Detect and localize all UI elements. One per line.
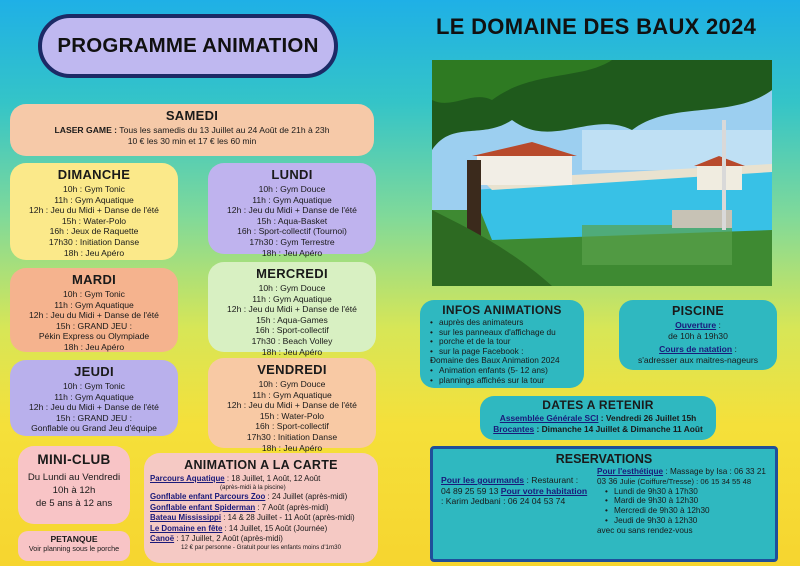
miniclub-title: MINI-CLUB — [37, 452, 111, 467]
infos-title: INFOS ANIMATIONS — [442, 303, 562, 317]
lundi-item: 17h30 : Gym Terrestre — [249, 236, 335, 247]
mardi-item: Pékin Express ou Olympiade — [38, 331, 150, 342]
dimanche-item: 11h : Gym Aquatique — [54, 194, 134, 205]
carte-row: Canoë : 17 Juillet, 2 Août (après-midi) — [150, 534, 283, 544]
vendredi-item: 15h : Water-Polo — [259, 410, 325, 421]
habitation-label: Pour votre habitation : — [441, 485, 588, 507]
infos-bullet-cont: • porche et de la tour — [430, 337, 580, 347]
vendredi-item: 12h : Jeu du Midi + Danse de l'été — [227, 400, 357, 411]
carte-card — [144, 453, 378, 563]
mardi-item: 18h : Jeu Apéro — [63, 341, 125, 352]
esthetique-day: • Lundi de 9h30 à 17h30 — [605, 487, 767, 497]
dimanche-card — [10, 163, 178, 260]
reservations-footer: avec ou sans rendez-vous — [597, 525, 693, 535]
petanque-text: Voir planning sous le porche — [28, 544, 120, 553]
mardi-title: MARDI — [71, 272, 117, 287]
infos-bullet-cont: • Domaine des Baux Animation 2024 — [430, 356, 580, 366]
reservations-right-col — [597, 467, 767, 536]
dimanche-title: DIMANCHE — [57, 167, 131, 182]
piscine-card — [619, 300, 777, 370]
dates-card — [480, 396, 716, 440]
mardi-item: 15h : GRAND JEU : — [56, 320, 132, 331]
main-title: LE DOMAINE DES BAUX 2024 — [436, 14, 757, 39]
reservations-box — [430, 446, 778, 562]
miniclub-line3: de 5 ans à 12 ans — [35, 498, 113, 509]
petanque-title: PETANQUE — [50, 534, 98, 544]
infos-bullet: • sur les panneaux d'affichage du — [430, 328, 580, 338]
vendredi-item: 10h : Gym Douce — [258, 379, 326, 389]
dates-row: Assemblée Générale SCI : Vendredi 26 Juillet 15h — [499, 413, 697, 423]
piscine-cours: Cours de natation : — [659, 344, 737, 354]
mardi-item: 10h : Gym Tonic — [63, 289, 125, 299]
jeudi-item: 15h : GRAND JEU : — [56, 412, 132, 423]
julie-phone: Julie (Coiffure/Tresse) : 06 15 34 55 48 — [619, 476, 752, 486]
petanque-card — [18, 531, 130, 561]
lundi-item: 12h : Jeu du Midi + Danse de l'été — [227, 205, 357, 216]
mardi-item: 11h : Gym Aquatique — [54, 299, 134, 310]
pool-photo — [432, 60, 772, 286]
jeudi-item: 12h : Jeu du Midi + Danse de l'été — [29, 402, 159, 413]
esthetique-day: • Mardi de 9h30 à 12h30 — [605, 496, 767, 506]
lundi-card — [208, 163, 376, 258]
carte-row: Gonflable enfant Spiderman : 7 Août (après-midi) — [150, 502, 329, 512]
jeudi-card — [10, 360, 178, 436]
jeudi-item: 11h : Gym Aquatique — [54, 391, 134, 402]
dimanche-item: 17h30 : Initiation Danse — [48, 236, 140, 247]
lundi-item: 15h : Aqua-Basket — [256, 215, 328, 226]
lundi-item: 11h : Gym Aquatique — [252, 194, 332, 205]
vendredi-card — [208, 358, 376, 453]
mercredi-item: 10h : Gym Douce — [258, 283, 326, 293]
mercredi-item: 15h : Aqua-Games — [256, 314, 328, 325]
infos-bullet: • auprès des animateurs — [430, 318, 580, 328]
programme-title: PROGRAMME ANIMATION — [38, 14, 338, 78]
mardi-card — [10, 268, 178, 352]
miniclub-line1: Du Lundi au Vendredi — [27, 472, 121, 483]
samedi-title: SAMEDI — [165, 108, 219, 123]
esthetique-label: Pour l'esthétique : — [597, 467, 668, 476]
samedi-line2: 10 € les 30 min et 17 € les 60 min — [127, 135, 257, 146]
miniclub-line2: 10h à 12h — [52, 485, 96, 496]
dimanche-item: 16h : Jeux de Raquette — [49, 226, 139, 237]
lundi-item: 18h : Jeu Apéro — [261, 247, 323, 258]
jeudi-title: JEUDI — [74, 364, 114, 379]
samedi-card — [10, 104, 374, 156]
piscine-hours: de 10h à 19h30 — [668, 330, 728, 341]
infos-bullet: • Animation enfants (5- 12 ans) — [430, 366, 580, 376]
carte-row: Bateau Mississippi : 14 & 28 Juillet - 11 Août (après-midi) — [150, 513, 355, 523]
piscine-ouverture: Ouverture : — [675, 320, 721, 330]
carte-footnote: 12 € par personne - Gratuit pour les enfants moins d'1m30 — [180, 544, 342, 552]
carte-row: Parcours Aquatique : 18 Juillet, 1 Août, 12 Août — [150, 474, 321, 483]
vendredi-title: VENDREDI — [257, 362, 327, 377]
carte-note: (après-midi à la piscine) — [220, 484, 286, 492]
reservations-left-col — [441, 467, 589, 536]
massage-phone: Massage by Isa : 06 33 21 03 36 — [597, 467, 766, 486]
jeudi-item: 10h : Gym Tonic — [63, 381, 125, 391]
dates-row: Brocantes : Dimanche 14 Juillet & Dimanche 11 Août — [493, 423, 703, 434]
vendredi-item: 16h : Sport-collectif — [255, 421, 329, 432]
carte-row: Gonflable enfant Parcours Zoo : 24 Juillet (après-midi) — [150, 492, 348, 502]
jeudi-item: Gonflable ou Grand Jeu d'équipe — [31, 423, 157, 434]
lundi-item: 16h : Sport-collectif (Tournoi) — [237, 226, 347, 237]
carte-title: ANIMATION A LA CARTE — [184, 458, 338, 472]
miniclub-card — [18, 446, 130, 524]
reservations-title: RESERVATIONS — [555, 452, 653, 466]
samedi-line1: LASER GAME : Tous les samedis du 13 Juillet au 24 Août de 21h à 23h — [54, 125, 330, 135]
dimanche-item: 18h : Jeu Apéro — [63, 247, 125, 258]
mercredi-item: 16h : Sport-collectif — [255, 325, 329, 336]
infos-card — [420, 300, 584, 388]
restaurant-phone: Restaurant : 04 89 25 59 13 — [441, 475, 579, 496]
lundi-item: 10h : Gym Douce — [258, 184, 326, 194]
dimanche-item: 10h : Gym Tonic — [63, 184, 125, 194]
esthetique-day: • Mercredi de 9h30 à 12h30 — [605, 506, 767, 516]
mercredi-item: 12h : Jeu du Midi + Danse de l'été — [227, 304, 357, 315]
dimanche-item: 15h : Water-Polo — [61, 215, 127, 226]
carte-row: Le Domaine en fête : 14 Juillet, 15 Août (Journée) — [150, 523, 328, 533]
gourmands-label: Pour les gourmands : — [441, 475, 529, 485]
infos-bullet: • sur la page Facebook : — [430, 347, 580, 357]
mercredi-item: 11h : Gym Aquatique — [252, 293, 332, 304]
infos-bullet-cont: • plannings affichés sur la tour — [430, 376, 580, 386]
mardi-item: 12h : Jeu du Midi + Danse de l'été — [29, 310, 159, 321]
vendredi-item: 18h : Jeu Apéro — [261, 442, 323, 453]
mercredi-item: 18h : Jeu Apéro — [261, 346, 323, 357]
karim-phone: Karim Jedbani : 06 24 04 53 74 — [445, 496, 566, 507]
dates-title: DATES A RETENIR — [542, 398, 654, 412]
lundi-title: LUNDI — [271, 167, 313, 182]
piscine-title: PISCINE — [671, 304, 725, 318]
mercredi-card — [208, 262, 376, 357]
mercredi-title: MERCREDI — [256, 266, 328, 281]
dimanche-item: 12h : Jeu du Midi + Danse de l'été — [29, 205, 159, 216]
vendredi-item: 17h30 : Initiation Danse — [246, 431, 338, 442]
vendredi-item: 11h : Gym Aquatique — [252, 389, 332, 400]
mercredi-item: 17h30 : Beach Volley — [251, 335, 333, 346]
piscine-cours-info: s'adresser aux maitres-nageurs — [637, 354, 759, 365]
esthetique-day: • Jeudi de 9h30 à 12h30 — [605, 516, 767, 526]
